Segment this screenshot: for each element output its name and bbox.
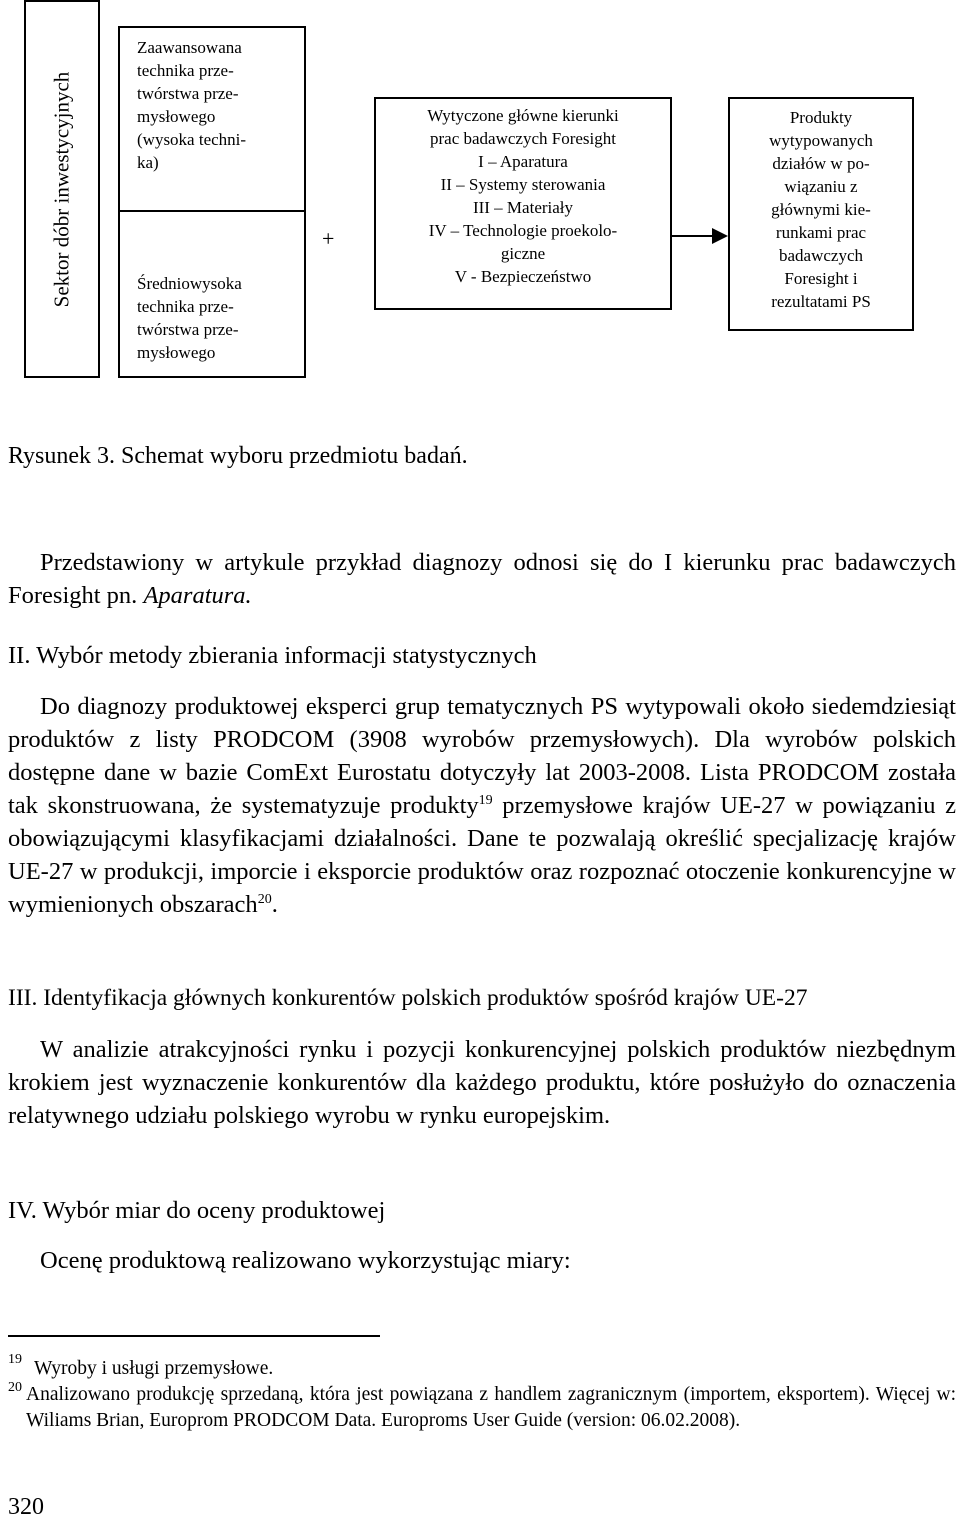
directions-text: Wytyczone główne kierunki prac badawczych Foresight I – Aparatura II – Systemy sterowania III – Materiały IV – Technologie proekolo- giczne V - Bezpieczeństwo — [427, 106, 619, 286]
sector-label: Sektor dóbr inwestycyjnych — [49, 71, 74, 307]
section-2-heading: II. Wybór metody zbierania informacji statystycznych — [8, 642, 537, 669]
intro-paragraph: Przedstawiony w artykule przykład diagnozy odnosi się do I kierunku prac badawczych Foresight pn. Aparatura. — [8, 549, 956, 609]
section-2-paragraph: Do diagnozy produktowej eksperci grup tematycznych PS wytypowali około siedemdziesiąt produktów z listy PRODCOM (3908 wyrobów przemysłowych). Dla wyrobów polskich dostępne dane w bazie ComExt Eurostatu dotyczyły lat 2003-2008. Lista PRODCOM została tak skonstruowana, że systematyzuje produkty$^{19}$ przemysłowe krajów UE-27 w powiązaniu z obowiązującymi klasyfikacjami działalności. Dane te pozwalają określić specjalizację krajów UE-27 w produkcji, imporcie i eksporcie produktów oraz rozpoznać otoczenie konkurencyjne w wymienionych obszarach$^{20}$. — [8, 693, 956, 918]
section-4-paragraph: Ocenę produktową realizowano wykorzystując miary: — [40, 1247, 571, 1274]
products-text: Produkty wytypowanych działów w po- wiązaniu z głównymi kie- runkami prac badawczych Foresight i rezultatami PS — [769, 108, 873, 311]
arrow-icon — [672, 226, 730, 246]
medium-high-tech-text: Średniowysoka technika prze- twórstwa prze- mysłowego — [137, 274, 242, 362]
footnote-separator — [8, 1335, 380, 1337]
figure-caption: Rysunek 3. Schemat wyboru przedmiotu badań. — [8, 443, 468, 469]
intro-italic: Aparatura. — [143, 582, 252, 609]
footnote-20-text: Analizowano produkcję sprzedaną, która jest powiązana z handlem zagranicznym (importem, eksportem). Więcej w: Wiliams Brian, Europrom PRODCOM Data. Europroms User Guide (version: 06.02.2008). — [26, 1384, 956, 1431]
footnote-20-number: 20 — [8, 1380, 22, 1395]
footnote-ref-20[interactable]: 20 — [257, 891, 272, 907]
footnote-19-text: Wyroby i usługi przemysłowe. — [34, 1358, 274, 1379]
plus-sign: + — [322, 226, 335, 251]
page-number: 320 — [8, 1494, 44, 1520]
footnote-19-number: 19 — [8, 1352, 22, 1367]
high-tech-text: Zaawansowana technika prze- twórstwa prze- mysłowego (wysoka techni- ka) — [137, 38, 247, 172]
footnote-ref-19[interactable]: 19 — [478, 792, 493, 808]
section-4-heading: IV. Wybór miar do oceny produktowej — [8, 1197, 386, 1224]
section-3-paragraph: W analizie atrakcyjności rynku i pozycji konkurencyjnej polskich produktów niezbędnym krokiem jest wyznaczenie konkurentów dla każdego produktu, które posłużyło do oznaczenia relatywnego udziału polskiego wyrobu w rynku europejskim. — [8, 1036, 956, 1129]
section-3-heading: III. Identyfikacja głównych konkurentów polskich produktów spośród krajów UE-27 — [8, 985, 808, 1011]
